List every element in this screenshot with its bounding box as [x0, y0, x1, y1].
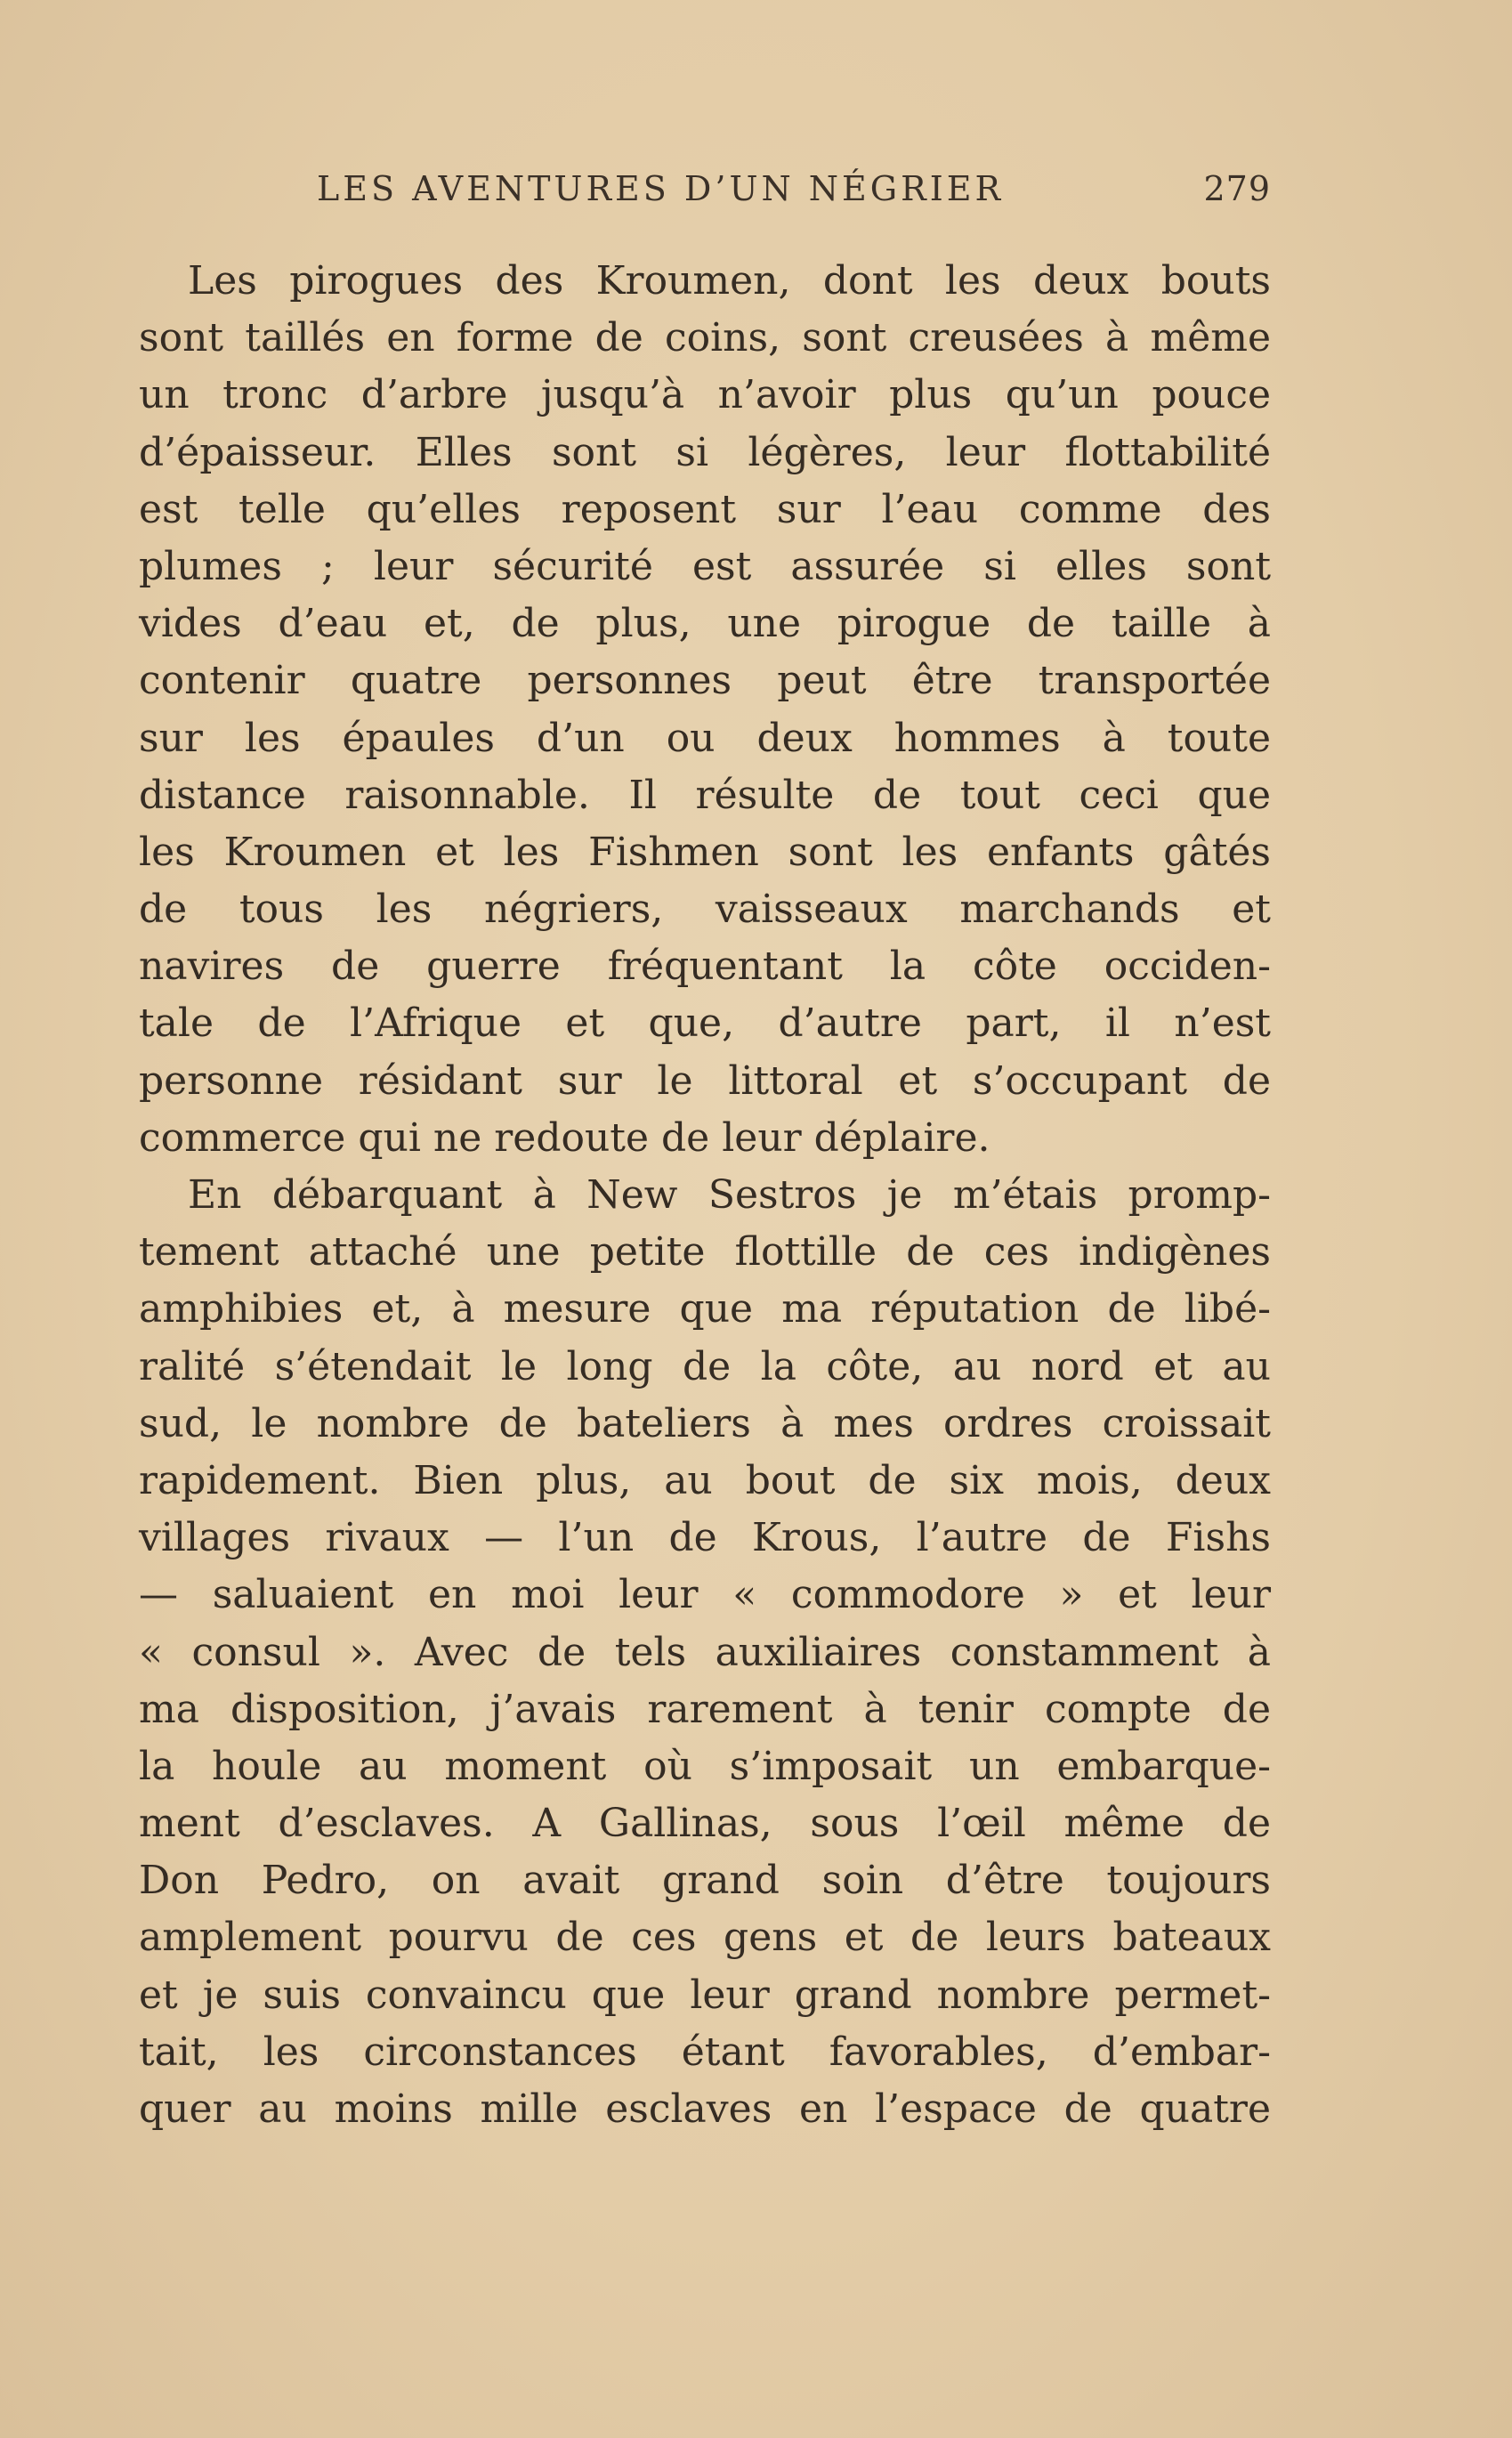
text-line: plumes ; leur sécurité est assurée si elles sont: [139, 543, 1271, 589]
text-line: contenir quatre personnes peut être transportée: [139, 658, 1271, 704]
text-line: ralité s’étendait le long de la côte, au nord et au: [139, 1343, 1271, 1389]
text-line: — saluaient en moi leur « commodore » et leur: [139, 1572, 1271, 1618]
text-line: distance raisonnable. Il résulte de tout ceci que: [139, 772, 1271, 818]
text-line: sud, le nombre de bateliers à mes ordres croissait: [139, 1400, 1271, 1446]
text-line: Don Pedro, on avait grand soin d’être toujours: [139, 1858, 1271, 1904]
text-line: sont taillés en forme de coins, sont creusées à même: [139, 315, 1271, 361]
running-header: [317, 169, 1271, 223]
text-line: « consul ». Avec de tels auxiliaires constamment à: [139, 1629, 1271, 1675]
text-line: sur les épaules d’un ou deux hommes à toute: [139, 715, 1271, 761]
text-line: la houle au moment où s’imposait un embarque-: [139, 1743, 1271, 1789]
text-line: amphibies et, à mesure que ma réputation de libé-: [139, 1286, 1271, 1332]
text-line: En débarquant à New Sestros je m’étais promp-: [188, 1172, 1271, 1218]
text-line: vides d’eau et, de plus, une pirogue de taille à: [139, 601, 1271, 647]
text-line: tait, les circonstances étant favorables, d’embar-: [139, 2029, 1271, 2075]
text-line: de tous les négriers, vaisseaux marchands et: [139, 887, 1271, 933]
text-line: rapidement. Bien plus, au bout de six mois, deux: [139, 1457, 1271, 1503]
text-line: tement attaché une petite flottille de ces indigènes: [139, 1229, 1271, 1276]
text-line: et je suis convaincu que leur grand nombre permet-: [139, 1972, 1271, 2018]
text-line: villages rivaux — l’un de Krous, l’autre de Fishs: [139, 1515, 1271, 1561]
text-line: les Kroumen et les Fishmen sont les enfants gâtés: [139, 829, 1271, 875]
text-line: est telle qu’elles reposent sur l’eau comme des: [139, 486, 1271, 532]
text-line: quer au moins mille esclaves en l’espace de quatre: [139, 2086, 1271, 2132]
text-line: ment d’esclaves. A Gallinas, sous l’œil même de: [139, 1801, 1271, 1847]
text-line: ma disposition, j’avais rarement à tenir compte de: [139, 1686, 1271, 1732]
text-line: personne résidant sur le littoral et s’occupant de: [139, 1057, 1271, 1104]
page-number: 279: [1203, 169, 1271, 208]
text-line: un tronc d’arbre jusqu’à n’avoir plus qu’un pouce: [139, 372, 1271, 418]
text-line: Les pirogues des Kroumen, dont les deux bouts: [188, 258, 1271, 304]
text-line: tale de l’Afrique et que, d’autre part, il n’est: [139, 1000, 1271, 1047]
text-line: d’épaisseur. Elles sont si légères, leur flottabilité: [139, 429, 1271, 475]
body-text: [139, 253, 1271, 2138]
text-line: amplement pourvu de ces gens et de leurs bateaux: [139, 1915, 1271, 1961]
running-title: LES AVENTURES D’UN NÉGRIER: [317, 169, 1005, 208]
text-line: navires de guerre fréquentant la côte occiden-: [139, 944, 1271, 990]
text-line: commerce qui ne redoute de leur déplaire.: [139, 1114, 990, 1161]
